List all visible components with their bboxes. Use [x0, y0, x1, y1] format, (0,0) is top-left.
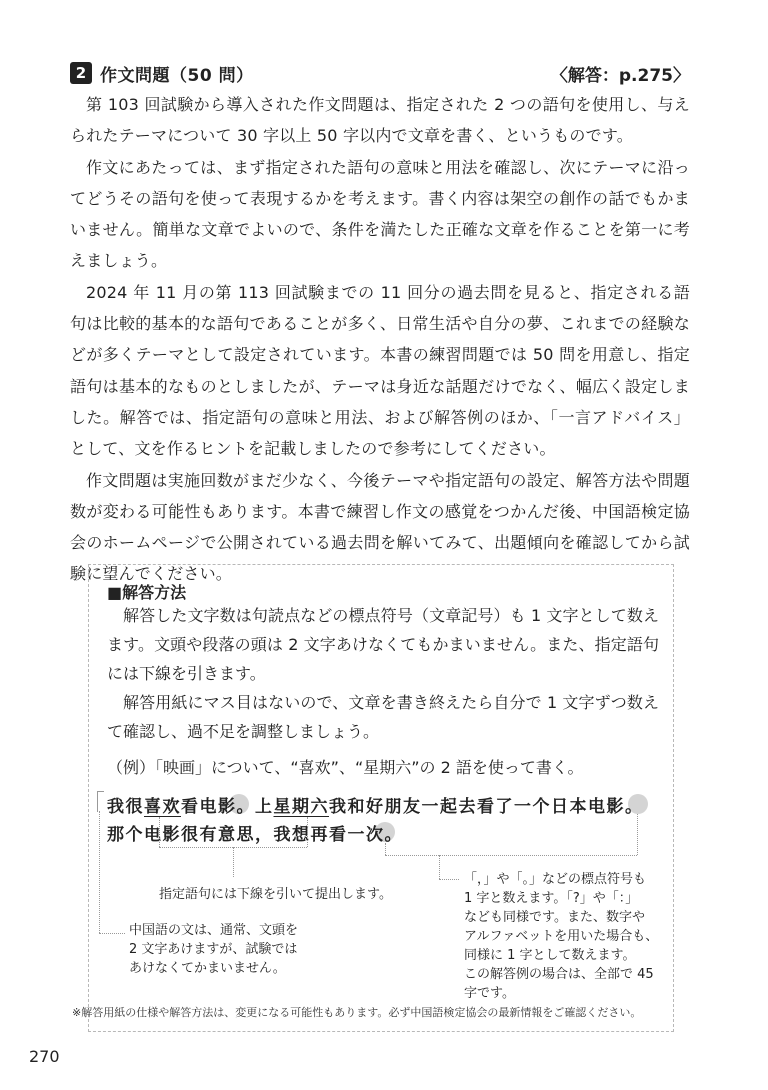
- section-header: [70, 58, 690, 88]
- leader-line: [99, 933, 125, 934]
- note-punctuation: 「，」や「。」などの標点符号も 1 字と数えます。「?」や「：」 なども同様です。また、数字や アルファベットを用いた場合も、 同様に 1 字として数えます。 この解答例の場合は、全部で 45 字です。: [464, 872, 659, 1001]
- section-title: 作文問題（50 問）: [100, 65, 254, 86]
- box-text: [107, 601, 659, 746]
- indent-bracket: [97, 791, 104, 812]
- section-heading: [70, 61, 254, 86]
- leader-line: [159, 817, 160, 847]
- leader-line: [385, 855, 637, 856]
- leader-line: [637, 814, 638, 855]
- keyword-underline: 星期六: [273, 797, 329, 817]
- note-underline: 指定語句には下線を引いて提出します。: [159, 887, 392, 902]
- paragraph: 作文問題は実施回数がまだ少なく、今後テーマや指定語句の設定、解答方法や問題数が変わる可能性もあります。本書で練習し作文の感覚をつかんだ後、中国語検定協会のホームページで公開されている過去問を解いてみて、出題傾向を確認してから試験に望んでください。: [70, 470, 690, 584]
- box-title: ■解答方法: [107, 583, 187, 602]
- answer-method-box: [88, 564, 674, 1032]
- leader-line: [439, 879, 459, 880]
- leader-line: [233, 847, 234, 877]
- paragraph: 作文にあたっては、まず指定された語句の意味と用法を確認し、次にテーマに沿ってどうその語句を使って表現するかを考えます。書く内容は架空の創作の話でもかまいません。簡単な文章でよいので、条件を満たした正確な文章を作ることを第一に考えましょう。: [70, 157, 690, 271]
- paragraph: 第 103 回試験から導入された作文問題は、指定された 2 つの語句を使用し、与えられたテーマについて 30 字以上 50 字以内で文章を書く、というものです。: [70, 95, 690, 146]
- paragraph: 2024 年 11 月の第 113 回試験までの 11 回分の過去問を見ると、指定される語句は比較的基本的な語句であることが多く、日常生活や自分の夢、これまでの経験などが多くテーマとして設定されています。本書の練習問題では 50 問を用意し、指定語句は基本的なものとしましたが、テーマは身近な話題だけでなく、幅広く設定しました。解答では、指定語句の意味と用法、および解答例のほか、「一言アドバイス」として、文を作るヒントを記載しましたので参考にしてください。: [70, 282, 690, 459]
- note-indent: 中国語の文は、通常、文頭を 2 文字あけますが、試験では あけなくてかまいません。: [129, 923, 299, 976]
- answer-page-reference: 〈解答：p.275〉: [550, 65, 690, 86]
- box-paragraph: 解答用紙にマス目はないので、文章を書き終えたら自分で 1 文字ずつ数えて確認し、過不足を調整しましょう。: [107, 693, 659, 741]
- intro-text: [70, 89, 690, 590]
- keyword-underline: 喜欢: [144, 797, 181, 817]
- chinese-example-line-1: 我很喜欢看电影。上星期六我和好朋友一起去看了一个日本电影。: [107, 797, 644, 817]
- leader-line: [99, 811, 100, 933]
- leader-line: [385, 843, 386, 855]
- footnote: ※解答用紙の仕様や解答方法は、変更になる可能性もあります。必ず中国語検定協会の最新情報をご確認ください。: [72, 1006, 642, 1019]
- chinese-example-line-2: 那个电影很有意思，我想再看一次。: [107, 825, 403, 845]
- example-intro: （例）「映画」について、“喜欢”、“星期六”の 2 語を使って書く。: [107, 758, 584, 777]
- section-number-badge: 2: [70, 62, 92, 84]
- page-number: 270: [29, 1047, 60, 1066]
- leader-line: [439, 855, 440, 879]
- box-paragraph: 解答した文字数は句読点などの標点符号（文章記号）も 1 文字として数えます。文頭や段落の頭は 2 文字あけなくてもかまいません。また、指定語句には下線を引きます。: [107, 606, 659, 683]
- leader-line: [307, 817, 308, 847]
